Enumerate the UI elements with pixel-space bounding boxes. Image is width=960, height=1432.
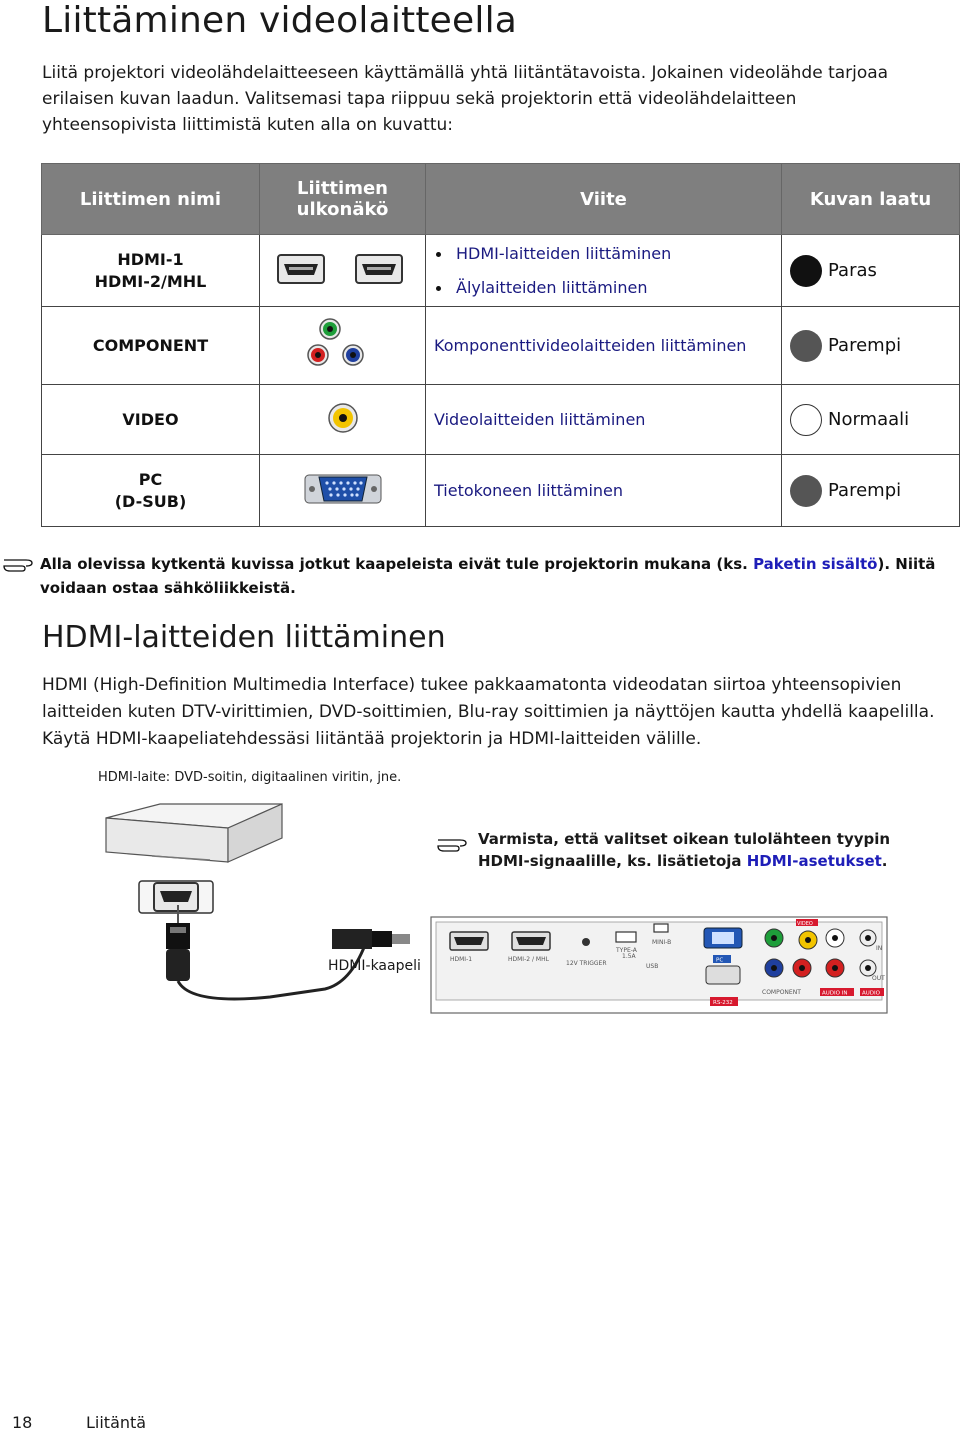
table-row bbox=[42, 235, 960, 307]
note-link-package[interactable]: Paketin sisältö bbox=[753, 555, 878, 573]
connector-name-line1: PC bbox=[138, 469, 163, 489]
panel-rs232-port bbox=[706, 966, 740, 984]
header-name: Liittimen nimi bbox=[42, 164, 260, 235]
quality-label: Parempi bbox=[828, 335, 902, 356]
ref-link-pc[interactable]: Tietokoneen liittäminen bbox=[434, 481, 624, 500]
connector-table bbox=[41, 163, 960, 527]
projector-rear-panel bbox=[430, 916, 890, 1016]
table-header-row bbox=[42, 164, 960, 235]
cable-note bbox=[40, 552, 940, 600]
header-look bbox=[260, 164, 426, 235]
connector-name-line2: HDMI-2/MHL bbox=[94, 271, 207, 291]
panel-label-usb: USB bbox=[646, 963, 659, 970]
panel-label-hdmi1: HDMI-1 bbox=[450, 956, 473, 963]
connector-name-line1: HDMI-1 bbox=[117, 249, 184, 269]
panel-label-video: VIDEO bbox=[797, 921, 813, 927]
table-row bbox=[42, 455, 960, 527]
section-paragraph: HDMI (High-Definition Multimedia Interface) tukee pakkaamatonta videodatan siirtoa yhteensopivien laitteiden kuten DTV-virittimien, DVD-soittimien, Blu-ray soittimien ja näyttöjen kautta yhdellä kaapelilla. Käytä HDMI-kaapeliatehdessäsi liitäntää projektorin ja HDMI-laitteiden välille. bbox=[42, 675, 935, 749]
dvd-player-illustration bbox=[100, 800, 290, 880]
intro-paragraph: Liitä projektori videolähdelaitteeseen käyttämällä yhtä liitäntätavoista. Jokainen videolähde tarjoaa erilaisen kuvan laadun. Valitsemasi tapa riippuu sekä projektorin että videolähdelaitteen yhteensopivista liittimistä kuten alla on kuvattu: bbox=[42, 63, 889, 135]
quality-cell bbox=[782, 455, 960, 527]
header-look-line2: ulkonäkö bbox=[296, 199, 389, 220]
panel-label-out: OUT bbox=[872, 975, 885, 982]
panel-usb-a-port bbox=[616, 932, 636, 942]
connector-ref bbox=[426, 455, 782, 527]
connector-ref bbox=[426, 235, 782, 307]
footer-section: Liitäntä bbox=[86, 1413, 147, 1432]
hdmi-port-icon bbox=[268, 249, 418, 289]
page-number: 18 bbox=[12, 1413, 33, 1432]
header-quality: Kuvan laatu bbox=[782, 164, 960, 235]
quality-better-icon bbox=[790, 475, 822, 507]
page-title: Liittäminen videolaitteella bbox=[42, 0, 518, 41]
connector-name-line2: (D-SUB) bbox=[114, 491, 187, 511]
quality-cell bbox=[782, 385, 960, 455]
video-rca-icon bbox=[325, 400, 361, 436]
panel-label-minib: MINI-B bbox=[652, 939, 672, 946]
note-text-1: Alla olevissa kytkentä kuvissa jotkut kaapeleista eivät tule projektorin mukana (ks. bbox=[40, 555, 754, 573]
panel-label-rs232: RS-232 bbox=[713, 1000, 733, 1006]
device-caption: HDMI-laite: DVD-soitin, digitaalinen viritin, jne. bbox=[98, 770, 402, 785]
quality-label: Normaali bbox=[828, 409, 910, 430]
pointing-hand-icon bbox=[2, 554, 38, 574]
quality-label: Paras bbox=[828, 260, 877, 281]
tip-text-1: Varmista, että valitset oikean tulolähteen tyypin HDMI-signaalille, ks. lisätietoja bbox=[478, 830, 891, 870]
tip-text-2: . bbox=[881, 852, 888, 870]
connector-name-line1: VIDEO bbox=[122, 409, 179, 429]
connector-look bbox=[260, 455, 426, 527]
component-rca-icon bbox=[303, 315, 383, 373]
connector-name-line1: COMPONENT bbox=[92, 335, 209, 355]
panel-label-component: COMPONENT bbox=[762, 989, 801, 996]
table-row bbox=[42, 385, 960, 455]
panel-label-in: IN bbox=[876, 945, 883, 952]
header-look-line1: Liittimen bbox=[297, 178, 388, 199]
panel-label-trigger: 12V TRIGGER bbox=[566, 960, 607, 967]
panel-label-hdmi2: HDMI-2 / MHL bbox=[508, 956, 549, 963]
cable-label: HDMI-kaapeli bbox=[328, 958, 421, 974]
connector-name bbox=[42, 307, 260, 385]
table-row bbox=[42, 307, 960, 385]
panel-label-typea-rating: 1.5A bbox=[622, 953, 636, 960]
connector-ref bbox=[426, 307, 782, 385]
quality-label: Parempi bbox=[828, 480, 902, 501]
connector-look bbox=[260, 385, 426, 455]
tip-link-hdmi-settings[interactable]: HDMI-asetukset bbox=[746, 852, 882, 870]
connector-look bbox=[260, 235, 426, 307]
ref-link-smart[interactable]: Älylaitteiden liittäminen bbox=[456, 271, 773, 305]
panel-label-audio: AUDIO bbox=[862, 990, 880, 997]
panel-label-pc: PC bbox=[716, 957, 724, 964]
header-ref: Viite bbox=[426, 164, 782, 235]
connector-name bbox=[42, 385, 260, 455]
quality-normal-icon bbox=[790, 404, 822, 436]
pointing-hand-icon bbox=[436, 834, 472, 854]
connector-name bbox=[42, 455, 260, 527]
ref-link-video[interactable]: Videolaitteiden liittäminen bbox=[434, 410, 646, 429]
ref-link-hdmi[interactable]: HDMI-laitteiden liittäminen bbox=[456, 237, 773, 271]
quality-cell bbox=[782, 235, 960, 307]
panel-trigger-port bbox=[582, 938, 590, 946]
quality-best-icon bbox=[790, 255, 822, 287]
note-text-2: ). Niitä voidaan ostaa sähköliikkeistä. bbox=[40, 555, 936, 597]
connector-name bbox=[42, 235, 260, 307]
quality-better-icon bbox=[790, 330, 822, 362]
hdmi-tip bbox=[478, 828, 918, 872]
section-title: HDMI-laitteiden liittäminen bbox=[42, 620, 446, 655]
ref-link-component[interactable]: Komponenttivideolaitteiden liittäminen bbox=[434, 336, 747, 355]
connector-ref bbox=[426, 385, 782, 455]
panel-label-audio-in: AUDIO IN bbox=[822, 990, 848, 997]
panel-label-typea: TYPE-A bbox=[616, 947, 637, 954]
quality-cell bbox=[782, 307, 960, 385]
connector-look bbox=[260, 307, 426, 385]
panel-mini-b-port bbox=[654, 924, 668, 932]
vga-port-icon bbox=[303, 467, 383, 511]
